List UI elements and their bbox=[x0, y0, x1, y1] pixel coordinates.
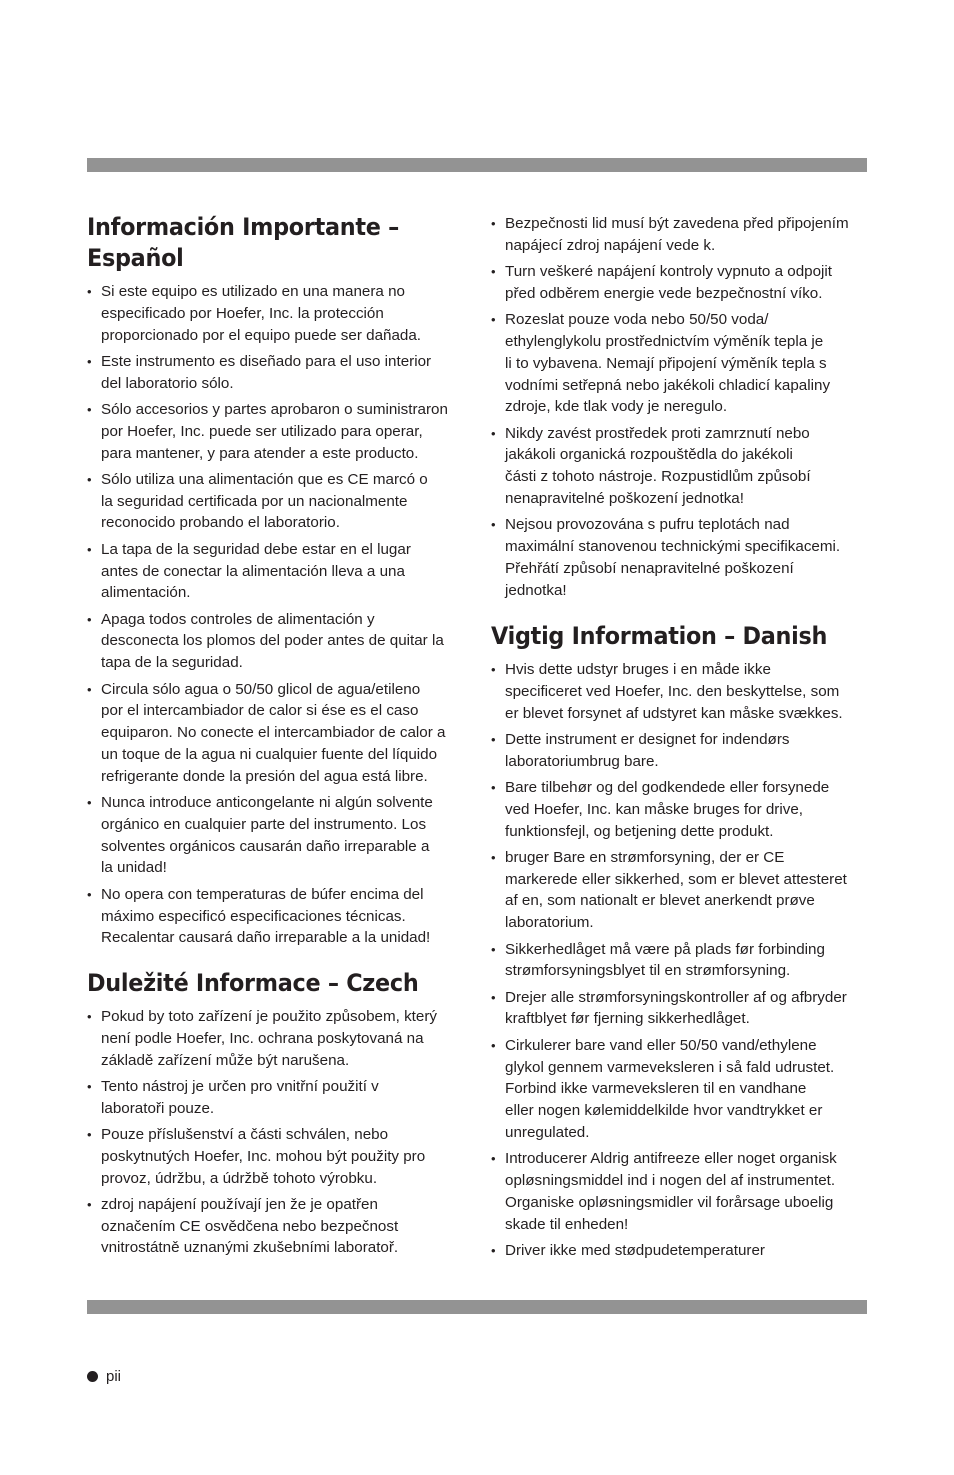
list-item bbox=[87, 281, 467, 346]
list-item bbox=[87, 1006, 467, 1071]
list-item bbox=[491, 1148, 871, 1235]
list-item bbox=[87, 1194, 467, 1259]
list-item-line: • Pokud by toto zařízení je použito způsobem, který bbox=[101, 1008, 437, 1025]
czech-list-continued bbox=[491, 213, 871, 606]
bullet-dot-icon bbox=[87, 1371, 98, 1382]
list-item bbox=[491, 987, 871, 1031]
list-item-line: • Introducerer Aldrig antifreeze eller noget organisk bbox=[505, 1150, 837, 1168]
czech-list bbox=[87, 1006, 467, 1264]
list-item-line: • Pouze příslušenství a části schválen, nebo bbox=[101, 1125, 389, 1143]
list-item-line: jednotka! bbox=[505, 581, 567, 599]
list-item-line: • La tapa de la seguridad debe estar en el lugar bbox=[101, 540, 411, 558]
list-item-line: • bruger Bare en strømforsyning, der er CE bbox=[505, 848, 785, 866]
list-item-line: • Dette instrument er designet for indendørs bbox=[505, 730, 790, 748]
list-item-line: • Sólo utiliza una alimentación que es CE marcó o bbox=[101, 470, 428, 488]
list-item-line: del laboratorio sólo. bbox=[101, 374, 234, 392]
list-item-line: er blevet forsynet af udstyret kan måske svækkes. bbox=[505, 704, 843, 722]
list-item-line: • Turn veškeré napájení kontroly vypnuto a odpojit bbox=[505, 263, 833, 281]
list-item-line: • Nejsou provozována s pufru teplotách nad bbox=[505, 516, 790, 534]
list-item-line: li to vybavena. Nemají připojení výměník tepla s bbox=[505, 354, 827, 372]
list-item-line: alimentación. bbox=[101, 584, 191, 602]
list-item-line: por Hoefer, Inc. puede ser utilizado para operar, bbox=[101, 422, 423, 440]
list-item-line: máximo especificó especificaciones técnicas. bbox=[101, 907, 406, 925]
list-item-line: základě zařízení může být narušena. bbox=[101, 1051, 350, 1069]
list-item bbox=[87, 539, 467, 604]
list-item bbox=[87, 399, 467, 464]
list-item bbox=[87, 792, 467, 879]
list-item-line: funktionsfejl, og betjening dette produkt. bbox=[505, 822, 774, 840]
czech-heading bbox=[87, 968, 418, 999]
list-item-line: • Sikkerhedlåget må være på plads før forbinding bbox=[505, 940, 825, 958]
list-item-line: • Sólo accesorios y partes aprobaron o suministraron bbox=[101, 400, 448, 418]
list-item-line: orgánico en cualquier parte del instrumento. Los bbox=[101, 815, 427, 833]
heading-line: Español bbox=[87, 244, 184, 272]
list-item-line: Forbind ikke varmeveksleren til en vandhane bbox=[505, 1080, 807, 1098]
list-item bbox=[87, 679, 467, 788]
list-item-line: • zdroj napájení používají jen že je opatřen bbox=[101, 1195, 378, 1213]
list-item-line: especificado por Hoefer, Inc. la protección bbox=[101, 304, 384, 322]
list-item-line: solventes orgánicos causarán daño irreparable a bbox=[101, 837, 430, 855]
list-item-line: • Bare tilbehør og del godkendede eller forsynede bbox=[505, 778, 830, 796]
list-item-line: • Cirkulerer bare vand eller 50/50 vand/ethylene bbox=[505, 1036, 817, 1054]
list-item-line: unregulated. bbox=[505, 1123, 590, 1141]
list-item-line: před odběrem energie vede bezpečnostní víko. bbox=[505, 284, 823, 302]
list-item-line: zdroje, kde tlak vody je neregulo. bbox=[505, 398, 728, 416]
list-item bbox=[87, 351, 467, 395]
list-item-line: poskytnutých Hoefer, Inc. mohou být použity pro bbox=[101, 1147, 426, 1165]
list-item bbox=[87, 884, 467, 949]
list-item-line: eller nogen kølemiddelkilde hvor vandtrykket er bbox=[505, 1102, 823, 1120]
list-item bbox=[87, 609, 467, 674]
list-item-line: Organiske opløsningsmidler vil forårsage uboelig bbox=[505, 1193, 834, 1211]
list-item-line: la seguridad certificada por un nacionalmente bbox=[101, 492, 408, 510]
list-item-line: refrigerante donde la presión del agua está libre. bbox=[101, 767, 428, 785]
list-item-line: la unidad! bbox=[101, 859, 167, 877]
list-item bbox=[491, 514, 871, 601]
list-item-line: markerede eller sikkerhed, som er blevet attesteret bbox=[505, 870, 847, 888]
list-item-line: • Nikdy zavést prostředek proti zamrznutí nebo bbox=[505, 424, 810, 442]
list-item-line: proporcionado por el equipo puede ser dañada. bbox=[101, 326, 422, 344]
danish-heading bbox=[491, 621, 827, 652]
list-item bbox=[87, 1076, 467, 1120]
heading-line: Vigtig Information – Danish bbox=[491, 622, 828, 650]
list-item-line: laboratoři pouze. bbox=[101, 1099, 215, 1117]
list-item-line: • Este instrumento es diseñado para el uso interior bbox=[101, 352, 432, 370]
list-item bbox=[87, 469, 467, 534]
list-item-line: • Circula sólo agua o 50/50 glicol de agua/etileno bbox=[101, 680, 421, 698]
list-item-line: není podle Hoefer, Inc. ochrana poskytovaná na bbox=[101, 1029, 424, 1047]
list-item-line: laboratorium. bbox=[505, 914, 594, 932]
page-footer bbox=[87, 1368, 121, 1385]
list-item-line: para mantener, y para atender a este producto. bbox=[101, 444, 419, 462]
list-item-line: af en, som nationalt er blevet anerkendt prøve bbox=[505, 892, 815, 910]
top-rule bbox=[87, 158, 867, 172]
list-item-line: napájecí zdroj napájení vede k. bbox=[505, 236, 716, 254]
list-item-line: provoz, údržbu, a údržbě tohoto výrobku. bbox=[101, 1169, 378, 1187]
list-item-line: • Bezpečnosti lid musí být zavedena před připojením bbox=[505, 215, 849, 232]
list-item-line: označením CE osvědčena nebo bezpečnost bbox=[101, 1217, 399, 1235]
bottom-rule bbox=[87, 1300, 867, 1314]
list-item bbox=[491, 261, 871, 305]
list-item-line: kraftblyet før fjerning sikkerhedlåget. bbox=[505, 1010, 750, 1028]
list-item-line: antes de conectar la alimentación lleva a una bbox=[101, 562, 405, 580]
list-item-line: por el intercambiador de calor si ése es el caso bbox=[101, 702, 419, 720]
list-item bbox=[491, 939, 871, 983]
list-item bbox=[491, 847, 871, 934]
list-item-line: • Si este equipo es utilizado en una manera no bbox=[101, 283, 405, 300]
list-item-line: vodními setřepná nebo jakékoli chladicí kapaliny bbox=[505, 376, 831, 394]
list-item-line: equiparon. No conecte el intercambiador de calor a bbox=[101, 724, 446, 742]
list-item-line: glykol gennem varmeveksleren i så fald udrustet. bbox=[505, 1058, 835, 1076]
danish-list bbox=[491, 659, 871, 1266]
list-item bbox=[491, 213, 871, 257]
list-item-line: vnitrostátně uznanými zkušebními laboratoř. bbox=[101, 1239, 399, 1257]
list-item bbox=[491, 309, 871, 418]
list-item-line: části z tohoto nástroje. Rozpustidlům způsobí bbox=[505, 468, 811, 486]
list-item-line: jakákoli organická rozpouštědla do jakékoli bbox=[505, 446, 793, 464]
list-item bbox=[491, 423, 871, 510]
list-item bbox=[491, 777, 871, 842]
list-item-line: • Hvis dette udstyr bruges i en måde ikke bbox=[505, 661, 771, 678]
list-item-line: • Nunca introduce anticongelante ni algún solvente bbox=[101, 794, 433, 812]
list-item-line: nenapravitelné poškození jednotka! bbox=[505, 490, 744, 508]
list-item-line: specificeret ved Hoefer, Inc. den beskyttelse, som bbox=[505, 682, 840, 700]
list-item-line: laboratoriumbrug bare. bbox=[505, 752, 659, 770]
heading-line: Duležité Informace – Czech bbox=[87, 969, 419, 997]
heading-line: Información Importante – bbox=[87, 213, 399, 241]
list-item bbox=[87, 1124, 467, 1189]
list-item-line: skade til enheden! bbox=[505, 1215, 629, 1233]
list-item-line: • Apaga todos controles de alimentación y bbox=[101, 610, 375, 628]
list-item-line: • Tento nástroj je určen pro vnitřní použití v bbox=[101, 1077, 379, 1095]
list-item-line: Recalentar causará daño irreparable a la unidad! bbox=[101, 929, 431, 947]
list-item-line: • Driver ikke med stødpudetemperaturer bbox=[505, 1241, 765, 1259]
list-item-line: ethylenglykolu prostřednictvím výměník tepla je bbox=[505, 332, 824, 350]
list-item-line: • Drejer alle strømforsyningskontroller af og afbryder bbox=[505, 988, 847, 1006]
spanish-heading bbox=[87, 212, 399, 274]
list-item-line: strømforsyningsblyet til en strømforsyning. bbox=[505, 962, 791, 980]
spanish-list bbox=[87, 281, 467, 954]
list-item-line: • No opera con temperaturas de búfer encima del bbox=[101, 885, 424, 903]
list-item-line: desconecta los plomos del poder antes de quitar la bbox=[101, 632, 444, 650]
list-item bbox=[491, 1240, 871, 1262]
list-item bbox=[491, 729, 871, 773]
list-item-line: ved Hoefer, Inc. kan måske bruges for drive, bbox=[505, 800, 803, 818]
list-item-line: un toque de la agua ni cualquier fuente del líquido bbox=[101, 745, 438, 763]
list-item bbox=[491, 1035, 871, 1144]
list-item-line: • Rozeslat pouze voda nebo 50/50 voda/ bbox=[505, 311, 769, 329]
list-item-line: maximální stanovenou technickými specifikacemi. bbox=[505, 538, 841, 556]
list-item-line: tapa de la seguridad. bbox=[101, 654, 243, 672]
list-item-line: Přehřátí způsobí nenapravitelné poškození bbox=[505, 559, 794, 577]
list-item bbox=[491, 659, 871, 724]
page-number: pii bbox=[106, 1368, 122, 1385]
list-item-line: opløsningsmiddel ind i nogen del af instrumentet. bbox=[505, 1172, 836, 1190]
list-item-line: reconocido probando el laboratorio. bbox=[101, 514, 340, 532]
